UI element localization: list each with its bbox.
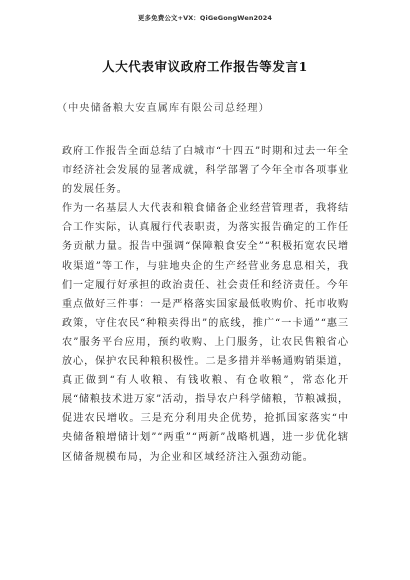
document-body [62, 142, 349, 467]
document-title: 人大代表审议政府工作报告等发言1 [102, 59, 308, 74]
document-subtitle: （中央储备粮大安直属库有限公司总经理） [57, 103, 270, 114]
paragraph-main: 作为一名基层人大代表和粮食储备企业经营管理者，我将结合工作实际，认真履行代表职责，为落实报告确定的工作任务贡献力量。报告中强调“保障粮食安全”“积极拓宽农民增收渠道”等工作，与驻地央企的生产经营业务息息相关，我们一定履行好承担的政治责任、社会责任和经济责任。今年重点做好三件事：一是严格落实国家最低收购价、托市收购政策，守住农民“种粮卖得出”的底线，推广“一卡通”“惠三农”服务平台应用，预约收购、上门服务，让农民售粮省心放心，保护农民种粮积极性。二是多措并举畅通购销渠道，真正做到“有人收粮、有钱收粮、有仓收粮”，常态化开展“储粮技术进万家”活动，指导农户科学储粮，节粮减损，促进农民增收。三是充分利用央企优势，抢抓国家落实“中央储备粮增储计划”“两重”“两新”战略机遇，进一步优化辖区储备规模布局，为企业和区域经济注入强劲动能。 [62, 203, 349, 463]
paragraph-intro: 政府工作报告全面总结了白城市“十四五”时期和过去一年全市经济社会发展的显著成就，科学部署了今年全市各项事业的发展任务。 [62, 146, 349, 196]
header-note: 更多免费公文+VX：QiGeGongWen2024 [137, 14, 273, 22]
